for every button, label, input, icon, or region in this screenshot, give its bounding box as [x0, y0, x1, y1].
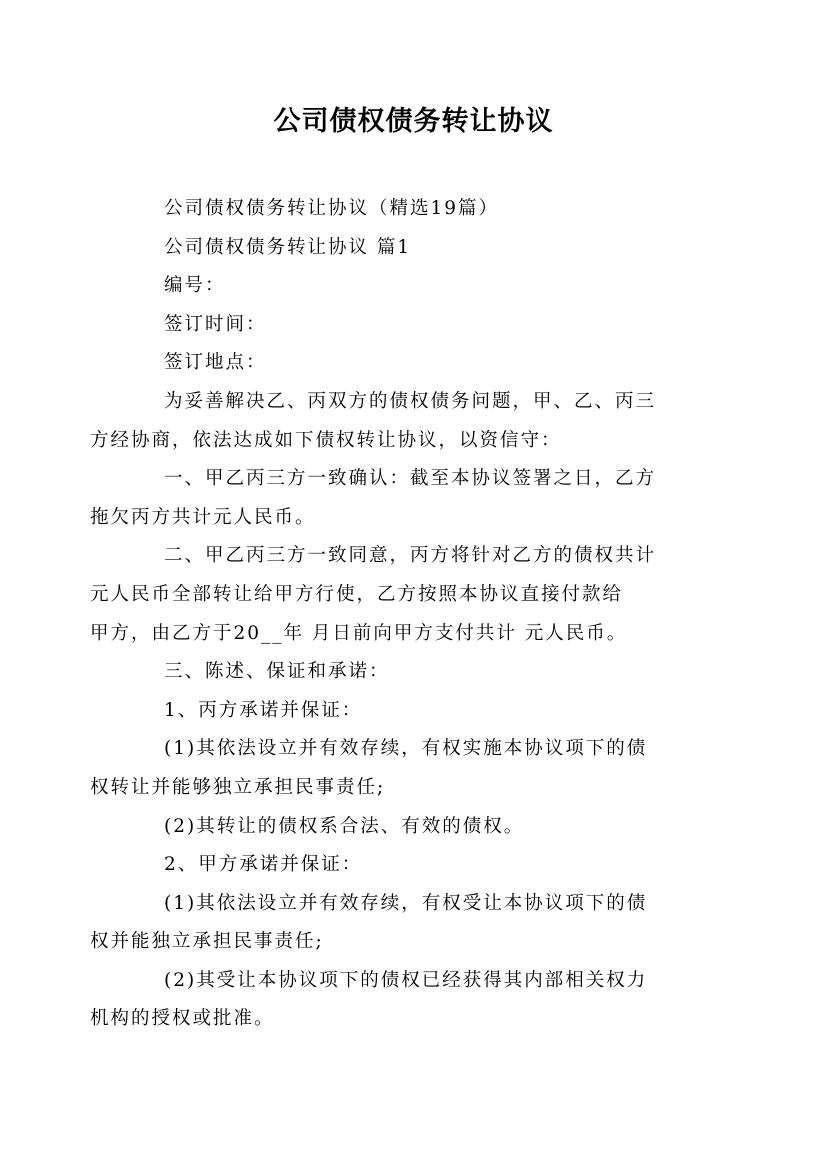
paragraph — [90, 383, 703, 460]
paragraph — [127, 267, 703, 306]
text-line: (1)其依法设立并有效存续，有权受让本协议项下的债 — [164, 892, 648, 914]
text-line: 签订地点： — [164, 352, 267, 374]
text-line: 2、甲方承诺并保证： — [164, 854, 363, 876]
text-line: 签订时间： — [164, 313, 267, 335]
text-line: 公司债权债务转让协议（精选19篇） — [164, 198, 500, 219]
text-line: 拖欠丙方共计元人民币。 — [90, 506, 316, 528]
text-line: 甲方，由乙方于20__年 月日前向甲方支付共计 元人民币。 — [90, 622, 628, 644]
text-line: 为妥善解决乙、丙双方的债权债务问题，甲、乙、丙三 — [164, 390, 657, 412]
text-line: 方经协商，依法达成如下债权转让协议，以资信守： — [90, 429, 562, 451]
text-line: (2)其转让的债权系合法、有效的债权。 — [164, 815, 525, 837]
paragraph — [127, 692, 703, 731]
paragraph — [127, 846, 703, 885]
paragraph — [127, 808, 703, 847]
paragraph — [127, 190, 703, 229]
text-line: 编号： — [164, 275, 226, 297]
paragraph — [90, 730, 703, 807]
paragraph — [127, 229, 703, 268]
paragraph — [90, 885, 703, 962]
text-line: (2)其受让本协议项下的债权已经获得其内部相关权力 — [164, 969, 648, 991]
text-line: 公司债权债务转让协议 篇1 — [164, 236, 412, 258]
text-line: 三、陈述、保证和承诺： — [164, 661, 390, 683]
paragraph — [127, 306, 703, 345]
text-line: 二、甲乙丙三方一致同意，丙方将针对乙方的债权共计 — [164, 545, 657, 567]
text-line: (1)其依法设立并有效存续，有权实施本协议项下的债 — [164, 738, 648, 760]
text-line: 元人民币全部转让给甲方行使，乙方按照本协议直接付款给 — [90, 583, 624, 605]
text-line: 1、丙方承诺并保证： — [164, 699, 363, 721]
paragraph — [90, 460, 703, 537]
document-body — [90, 190, 703, 1039]
document-title: 公司债权债务转让协议 — [273, 106, 554, 137]
paragraph — [127, 653, 703, 692]
text-line: 一、甲乙丙三方一致确认：截至本协议签署之日，乙方 — [164, 468, 657, 490]
text-line: 机构的授权或批准。 — [90, 1008, 275, 1030]
paragraph — [90, 962, 703, 1039]
text-line: 权并能独立承担民事责任; — [90, 931, 324, 953]
paragraph — [90, 537, 703, 653]
paragraph — [127, 344, 703, 383]
text-line: 权转让并能够独立承担民事责任; — [90, 776, 386, 798]
